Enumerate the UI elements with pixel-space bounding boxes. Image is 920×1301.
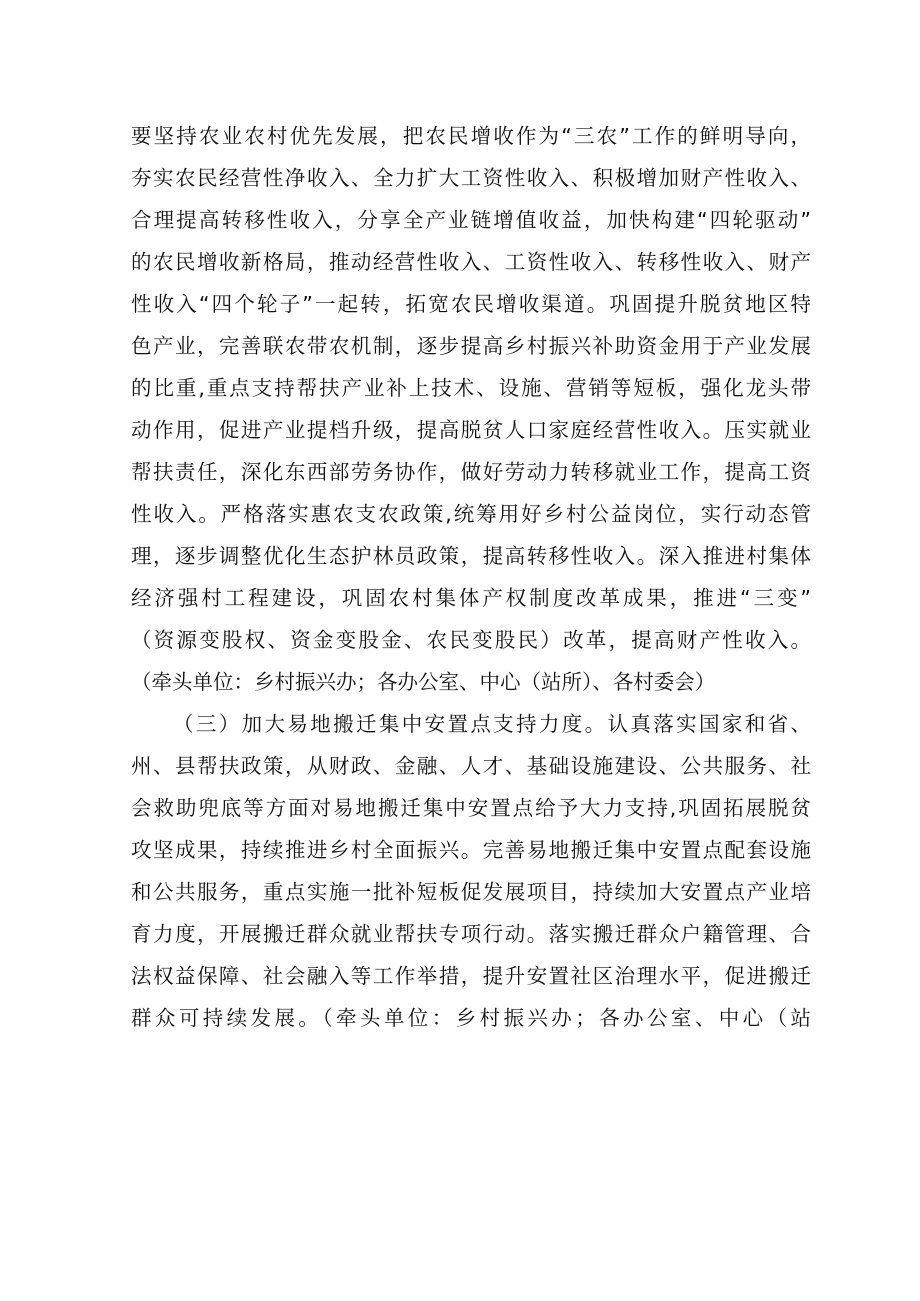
- text-line: 法权益保障、社会融入等工作举措，提升安置社区治理水平，促进搬迁: [131, 964, 811, 988]
- text-line: 群众可持续发展。（牵头单位：乡村振兴办；各办公室、中心（站: [131, 1006, 811, 1030]
- text-line: 夯实农民经营性净收入、全力扩大工资性收入、积极增加财产性收入、: [131, 166, 811, 190]
- text-line: 和公共服务，重点实施一批补短板促发展项目，持续加大安置点产业培: [131, 880, 811, 904]
- text-line: 的农民增收新格局，推动经营性收入、工资性收入、转移性收入、财产: [131, 250, 811, 274]
- text-line: 动作用，促进产业提档升级，提高脱贫人口家庭经营性收入。压实就业: [131, 418, 811, 442]
- text-line: 会救助兜底等方面对易地搬迁集中安置点给予大力支持,巩固拓展脱贫: [131, 796, 811, 820]
- text-line: 育力度，开展搬迁群众就业帮扶专项行动。落实搬迁群众户籍管理、合: [131, 922, 811, 946]
- paragraph-1: [131, 115, 811, 703]
- text-line: 合理提高转移性收入，分享全产业链增值收益，加快构建“四轮驱动”: [131, 208, 811, 232]
- text-line: 性收入。严格落实惠农支农政策,统筹用好乡村公益岗位，实行动态管: [131, 502, 811, 526]
- document-body: [131, 115, 811, 1039]
- text-line: （资源变股权、资金变股金、农民变股民）改革，提高财产性收入。: [131, 628, 811, 652]
- text-line: 经济强村工程建设，巩固农村集体产权制度改革成果，推进“三变”: [131, 586, 811, 610]
- text-line: 攻坚成果，持续推进乡村全面振兴。完善易地搬迁集中安置点配套设施: [131, 838, 811, 862]
- text-line: 州、县帮扶政策，从财政、金融、人才、基础设施建设、公共服务、社: [131, 754, 811, 778]
- section-heading-line: （三）加大易地搬迁集中安置点支持力度。认真落实国家和省、: [173, 712, 811, 736]
- paragraph-2: [131, 703, 811, 1039]
- text-line: 的比重,重点支持帮扶产业补上技术、设施、营销等短板，强化龙头带: [131, 376, 811, 400]
- text-line: 性收入“四个轮子”一起转，拓宽农民增收渠道。巩固提升脱贫地区特: [131, 292, 811, 316]
- text-line: 要坚持农业农村优先发展，把农民增收作为“三农”工作的鲜明导向，: [131, 124, 811, 148]
- text-line: （牵头单位：乡村振兴办；各办公室、中心（站所）、各村委会）: [131, 670, 716, 694]
- text-line: 理，逐步调整优化生态护林员政策，提高转移性收入。深入推进村集体: [131, 544, 811, 568]
- text-line: 色产业，完善联农带农机制，逐步提高乡村振兴补助资金用于产业发展: [131, 334, 811, 358]
- text-line: 帮扶责任，深化东西部劳务协作，做好劳动力转移就业工作，提高工资: [131, 460, 811, 484]
